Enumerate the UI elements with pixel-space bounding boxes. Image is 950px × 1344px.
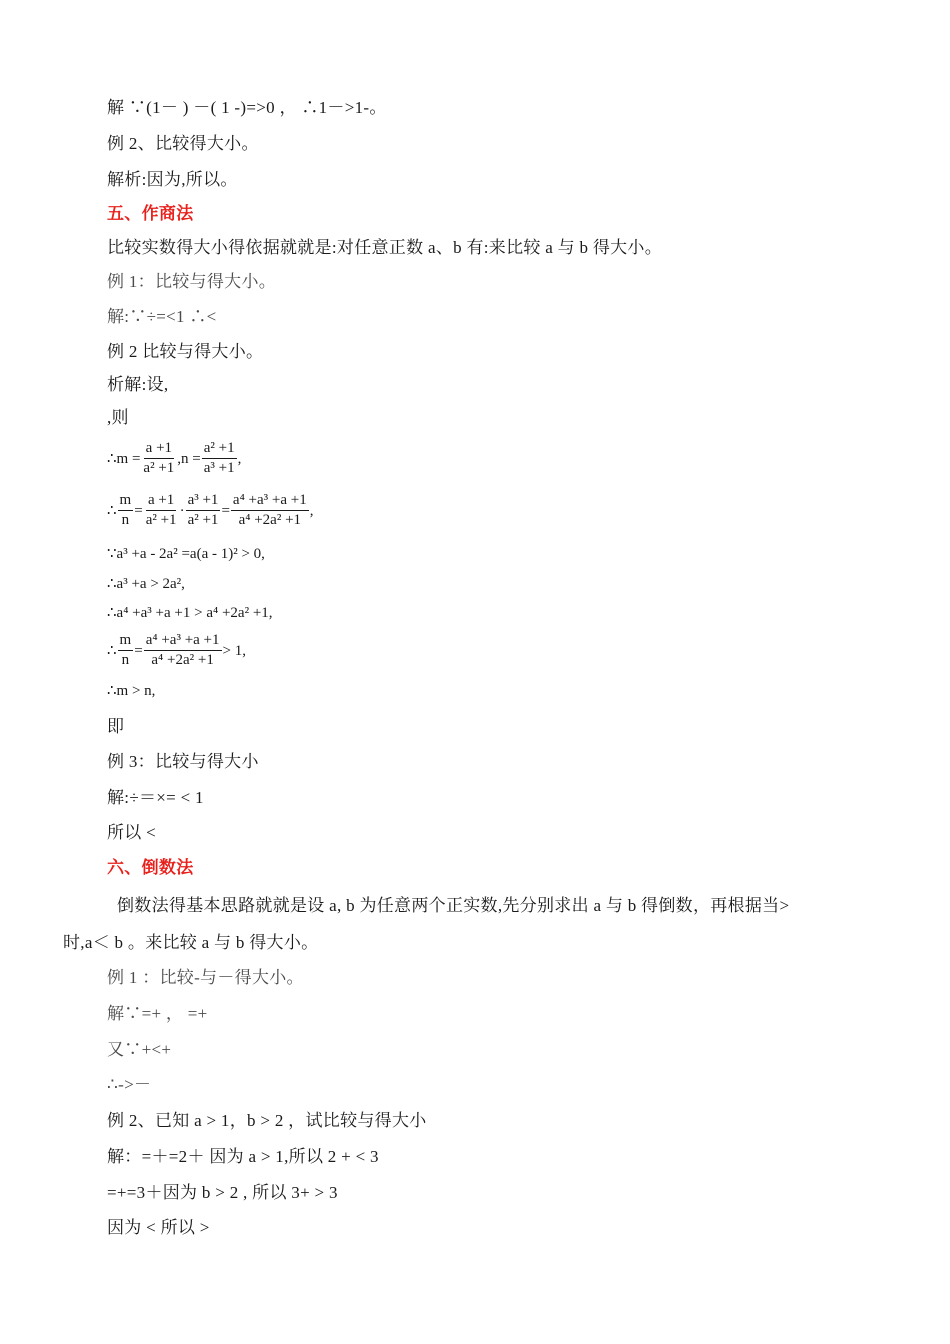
math-line	[107, 543, 265, 565]
fraction	[202, 440, 237, 477]
text-line: 例 1：比较与得大小。	[107, 272, 277, 291]
text-line: 例 1 ：比较-与－得大小。	[107, 968, 304, 987]
fraction	[118, 632, 134, 669]
math-text: ,	[309, 502, 314, 519]
math-text: ,	[237, 450, 242, 467]
math-line	[107, 492, 313, 529]
math-text: ,n =	[177, 450, 201, 467]
numerator: a +1	[144, 440, 174, 459]
numerator: a³ +1	[186, 492, 221, 511]
math-text: ∴m > n,	[107, 683, 156, 699]
text-line: 例 3：比较与得大小	[107, 752, 259, 771]
denominator: n	[121, 652, 130, 668]
math-line	[107, 440, 241, 477]
text-line: 比较实数得大小得依据就就是:对任意正数 a、b 有:来比较 a 与 b 得大小。	[107, 238, 663, 257]
text-line: =+=3＋因为 b > 2 , 所以 3+ > 3	[107, 1183, 338, 1202]
math-text: ∵a³ +a - 2a² =a(a - 1)² > 0,	[107, 546, 265, 562]
denominator: a² +1	[145, 512, 177, 528]
denominator: n	[121, 512, 130, 528]
text-line: 时,a＜ b 。来比较 a 与 b 得大小。	[63, 933, 319, 952]
numerator: a⁴ +a³ +a +1	[231, 492, 309, 511]
denominator: a⁴ +2a² +1	[151, 652, 214, 668]
math-text: ∴m =	[107, 450, 141, 467]
text-line: 解:∵÷=<1 ∴<	[107, 307, 217, 326]
math-line	[107, 680, 155, 702]
text-line: 倒数法得基本思路就就是设 a, b 为任意两个正实数,先分别求出 a 与 b 得倒数，再根据当>	[117, 896, 790, 915]
text-line: 例 2 比较与得大小。	[107, 342, 264, 361]
math-line	[107, 632, 246, 669]
math-text: > 1,	[222, 642, 246, 659]
fraction	[118, 492, 134, 529]
text-line: 析解:设,	[107, 375, 169, 394]
numerator: a +1	[146, 492, 176, 511]
fraction	[186, 492, 221, 529]
math-text: ∴a³ +a > 2a²,	[107, 576, 185, 592]
math-text: =	[221, 502, 230, 519]
text-line: ∴->－	[107, 1075, 152, 1094]
text-line: 解析:因为,所以。	[107, 170, 238, 189]
fraction	[141, 440, 176, 477]
section-heading: 五、作商法	[107, 204, 194, 223]
text-line: 例 2、比较得大小。	[107, 134, 259, 153]
denominator: a² +1	[187, 512, 219, 528]
text-line: 解 ∵(1－ ) －( 1 -)=>0 ， ∴1－>1-。	[107, 98, 387, 117]
math-text: =	[134, 642, 143, 659]
fraction	[144, 492, 179, 529]
math-line	[107, 573, 185, 595]
text-line: 解:÷＝×= < 1	[107, 788, 204, 807]
numerator: a⁴ +a³ +a +1	[144, 632, 222, 651]
math-text: ∴a⁴ +a³ +a +1 > a⁴ +2a² +1,	[107, 605, 273, 621]
text-line: 解∵=+ ， =+	[107, 1004, 208, 1023]
math-text: ∴	[107, 502, 117, 519]
numerator: m	[118, 632, 134, 651]
math-text: =	[134, 502, 143, 519]
numerator: m	[118, 492, 134, 511]
text-line: 所以 <	[107, 823, 157, 842]
text-line: 又∵+<+	[107, 1040, 172, 1059]
math-text: ·	[179, 502, 185, 519]
text-line: 解：=＋=2＋ 因为 a > 1,所以 2 + < 3	[107, 1147, 379, 1166]
text-line: 例 2、已知 a > 1，b > 2 ，试比较与得大小	[107, 1111, 427, 1130]
denominator: a³ +1	[203, 460, 235, 476]
denominator: a⁴ +2a² +1	[238, 512, 302, 528]
math-line	[107, 602, 273, 624]
math-text: ∴	[107, 642, 117, 659]
fraction	[231, 492, 309, 529]
text-line: 即	[107, 717, 125, 736]
text-line: 因为 < 所以 >	[107, 1218, 210, 1237]
section-heading: 六、倒数法	[107, 858, 194, 877]
fraction	[144, 632, 222, 669]
text-line: ,则	[107, 408, 129, 427]
denominator: a² +1	[143, 460, 175, 476]
numerator: a² +1	[202, 440, 237, 459]
